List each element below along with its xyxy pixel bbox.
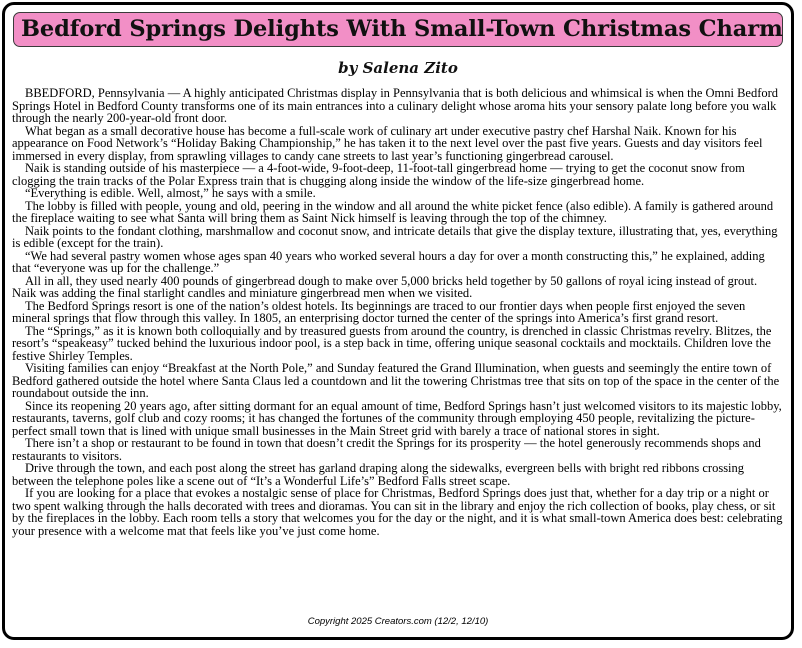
paragraph: Naik is standing outside of his masterpiece — a 4-foot-wide, 9-foot-deep, 11-foot-tall gingerbread home — trying to get the coconut snow from clogging the train tracks of the Polar Express train that is chugging along inside the window of the life-size gingerbread home.: [12, 161, 745, 188]
paragraph: Naik points to the fondant clothing, marshmallow and coconut snow, and intricate details that give the display texture, illustrating that, yes, everything is edible (except for the train).: [12, 223, 778, 250]
article-frame: [2, 2, 794, 640]
paragraph: BBEDFORD, Pennsylvania — A highly anticipated Christmas display in Pennsylvania that is both delicious and whimsical is when the Omni Bedford Springs Hotel in Bedford County transforms one of its main entrances into a culinary delight whose aroma hits your sensory palate long before you walk through the nearly 200-year-old front door.: [12, 86, 779, 125]
headline: Bedford Springs Delights With Small-Town Christmas Charm: [21, 16, 783, 43]
paragraph: The lobby is filled with people, young and old, peering in the window and all around the white picket fence (also edible). A family is gathered around the fireplace waiting to see what Santa will bring them as Saint Nick himself is leaving through the top of the chimney.: [12, 198, 774, 225]
paragraph: All in all, they used nearly 400 pounds of gingerbread dough to make over 5,000 bricks held together by 50 gallons of royal icing instead of grout. Naik was adding the final starlight candles and miniature gingerbread men when we visited.: [12, 273, 758, 300]
paragraph: Drive through the town, and each post along the street has garland draping along the sidewalks, evergreen bells with bright red ribbons crossing between the telephone poles like a scene out of “It’s a Wonderful Life’s” Bedford Falls street scape.: [12, 461, 745, 488]
paragraph: What began as a small decorative house has become a full-scale work of culinary art under executive pastry chef Harshal Naik. Known for his appearance on Food Network’s “Holiday Baking Championship,” he has taken it to the next level over the past five years. Guests and day visitors feel immersed in every display, from sprawling villages to candy cane streets to last year’s functioning gingerbread carousel.: [12, 123, 763, 163]
paragraph: If you are looking for a place that evokes a nostalgic sense of place for Christmas, Bedford Springs does just that, whether for a day trip or a night or two spent walking through the halls decorated with trees and dioramas. You can sit in the library and enjoy the rich collection of books, play chess, or sit by the fireplaces in the lobby. Each room tells a story that welcomes you for the day or the night, and it is what small-town America does best: celebrating your presence with a welcome mat that feels like you’ve just come home.: [12, 486, 783, 538]
paragraph: “Everything is edible. Well, almost,” he says with a smile.: [25, 186, 316, 200]
paragraph: The “Springs,” as it is known both colloquially and by treasured guests from around the country, is drenched in classic Christmas revelry. Blitzes, the resort’s “speakeasy” tucked behind the luxurious indoor pool, is a step back in time, offering unique seasonal cocktails and mocktails. Children love the festive Shirley Temples.: [12, 323, 772, 363]
paragraph: Since its reopening 20 years ago, after sitting dormant for an equal amount of time, Bedford Springs hasn’t just welcomed visitors to its majestic lobby, restaurants, taverns, golf club and cozy rooms; it has changed the fortunes of the community through employing 450 people, revitalizing the picture-perfect small town that is lined with unique small businesses in the Main Street grid with barely a trace of national stores in sight.: [12, 398, 782, 438]
article-body: [12, 87, 784, 537]
paragraph: Visiting families can enjoy “Breakfast at the North Pole,” and Sunday featured the Grand Illumination, when guests and seemingly the entire town of Bedford gathered outside the hotel where Santa Claus led a countdown and lit the towering Christmas tree that sits on top of the space in the center of the roundabout outside the inn.: [12, 361, 780, 400]
paragraph: There isn’t a shop or restaurant to be found in town that doesn’t credit the Springs for its prosperity — the hotel generously recommends shops and restaurants to visitors.: [12, 436, 761, 463]
byline: by Salena Zito: [338, 59, 458, 77]
headline-banner: [13, 12, 783, 47]
copyright-notice: Copyright 2025 Creators.com (12/2, 12/10): [307, 616, 489, 627]
paragraph: “We had several pastry women whose ages span 40 years who worked several hours a day for over a month constructing this,” he explained, adding that “everyone was up for the challenge.”: [12, 248, 765, 275]
paragraph: The Bedford Springs resort is one of the nation’s oldest hotels. Its beginnings are traced to our frontier days when people first enjoyed the seven mineral springs that flow through this valley. In 1805, an enterprising doctor turned the center of the springs into America’s first grand resort.: [12, 298, 746, 325]
